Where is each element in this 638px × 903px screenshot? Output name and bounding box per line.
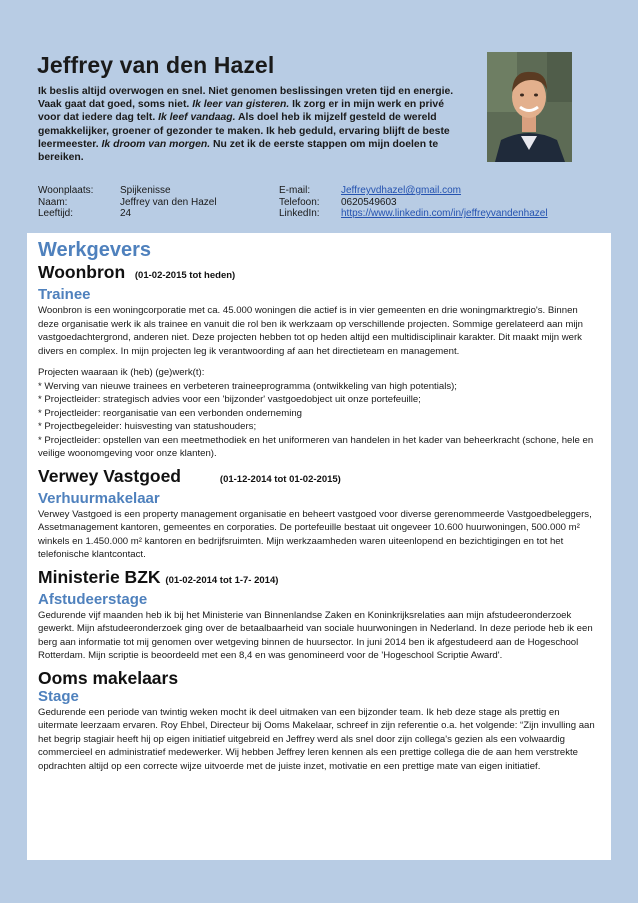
list-item: * Projectleider: strategisch advies voor een 'bijzonder' vastgoedobject uit onze portefeuille; — [38, 394, 421, 405]
employer-name-text: Woonbron — [38, 262, 126, 282]
employer-description: Woonbron is een woningcorporatie met ca. 45.000 woningen die actief is in vier gemeenten en drie woningmarktregio's. Binnen deze organisatie werk ik als trainee en vanuit die rol ben ik werkzaam op verschillende projecten. Sommige gerelateerd aan mijn vastgoedachtergrond, anderen niet. Deze projecten hebben tot op heden altijd een multidisciplinair karakter. Dit maakt mijn werk divers en complex. In mijn projecten leg ik verantwoording af aan het directieteam en management. — [38, 305, 583, 357]
employer-name — [38, 567, 600, 591]
info-value: Spijkenisse — [120, 185, 171, 196]
info-label: LinkedIn: — [279, 208, 320, 220]
intro-motto: Ik leef vandaag. — [158, 112, 236, 124]
employer-description: Gedurende een periode van twintig weken mocht ik deel uitmaken van een bijzonder team. Ik heb deze stage als prettig en uitermate leerzaam ervaren. Roy Ehbel, Directeur bij Ooms Makelaar, schreef in zijn referentie o.a. het volgende: “Zijn invulling aan het begrip stagiair heeft hij op eigen initiatief uitgebreid en Jeffrey werd als snel door zijn collega's gezien als een volwaardig commercieel en administratief medewerker. Wij hebben Jeffrey leren kennen als een prettige collega die de aan hem verstrekte opdrachten altijd op een correcte wijze uitvoerde met de juiste inzet, motivatie en een prettige mate van eigen initiatief. — [38, 706, 595, 772]
projects-intro: Projecten waaraan ik (heb) (ge)werk(t): — [38, 367, 205, 378]
info-value: 24 — [120, 208, 132, 220]
info-label: Leeftijd: — [38, 208, 74, 220]
job-role: Afstudeerstage — [38, 590, 148, 608]
intro-segment: Nu zet ik de eerste stappen om mijn doelen te bereiken. — [38, 138, 439, 164]
intro-motto: Ik leer van gisteren. — [192, 99, 290, 111]
employer-woonbron — [38, 262, 600, 461]
header — [0, 0, 638, 232]
info-row — [279, 185, 548, 197]
list-item: * Projectleider: reorganisatie van een verbonden onderneming — [38, 407, 302, 419]
candidate-name: Jeffrey van den Hazel — [37, 52, 275, 78]
info-label: Telefoon: — [279, 196, 320, 208]
employer-verwey — [38, 466, 600, 562]
employer-name-text: Ministerie BZK — [38, 566, 161, 587]
contact-info — [279, 185, 548, 220]
project-list — [38, 380, 600, 461]
personal-info — [38, 185, 217, 220]
employer-description: Verwey Vastgoed is een property management organisatie en beheert vastgoed voor diverse gerenommeerde Vastgoedbeleggers, Assetmanagement kantoren, gemeentes en corporaties. De portefeuille bestaat uit ongeveer 10.600 huurwoningen, 500.000 m² winkels en 1.450.000 m² kantoren en bedrijfsruimten. Mijn werkzaamheden waren uiteenlopend en bezichtigingen en tot het telefonische klantcontact. — [38, 508, 592, 560]
intro-text — [38, 85, 466, 164]
info-row — [38, 208, 217, 220]
list-item: * Werving van nieuwe trainees en verbeteren traineeprogramma (ontwikkeling van high potentials); — [38, 380, 457, 392]
section-title: Werkgevers — [38, 239, 152, 261]
employer-name-text: Verwey Vastgoed — [38, 465, 181, 486]
list-item: * Projectleider: opstellen van een meetmethodiek en het uniformeren van handelen in het kader van beheerkracht (schone, hele en veilige woonomgeving voor onze klanten). — [38, 434, 594, 459]
employer-date: (01-02-2015 tot heden) — [134, 270, 236, 281]
employer-name — [38, 466, 600, 490]
intro-segment: Ik beslis altijd overwogen en snel. Niet genomen beslissingen vreten tijd en energie. Vaak gaat dat goed, soms niet. — [38, 86, 454, 111]
info-value: Jeffrey van den Hazel — [120, 196, 217, 208]
employer-name — [38, 668, 600, 688]
employer-description: Gedurende vijf maanden heb ik bij het Ministerie van Binnenlandse Zaken en Koninkrijksrelaties aan mijn afstudeeronderzoek gewerkt. Mijn afstudeeronderzoek ging over de betaalbaarheid van sociale huurwoningen in Nederland. In deze periode heb ik een berg aan informatie tot mij genomen over wetgeving binnen de huursector. In juni 2014 ben ik afgestudeerd aan de Hogeschool Rotterdam. Mijn scriptie is beoordeeld met een 8,4 en was genomineerd voor de 'Hogeschool Scriptie Award'. — [38, 609, 593, 661]
employers-section — [27, 233, 611, 860]
employer-name — [38, 262, 600, 286]
info-row — [38, 185, 217, 197]
linkedin-link[interactable]: https://www.linkedin.com/in/jeffreyvandenhazel — [341, 208, 548, 220]
info-row — [38, 197, 217, 209]
employer-ooms — [38, 668, 600, 774]
info-row — [279, 197, 548, 209]
email-link[interactable]: Jeffreyvdhazel@gmail.com — [341, 185, 462, 196]
info-row — [279, 208, 548, 220]
intro-segment: Ik zorg er in mijn werk en privé voor dat iedere dag telt. — [38, 99, 444, 124]
info-label: Naam: — [38, 196, 68, 208]
job-role: Verhuurmakelaar — [38, 489, 160, 507]
profile-photo — [487, 52, 572, 162]
employer-name-text: Ooms makelaars — [38, 667, 179, 688]
employer-bzk — [38, 567, 600, 663]
info-label: Woonplaats: — [38, 185, 94, 196]
list-item: * Projectbegeleider: huisvesting van statushouders; — [38, 421, 257, 432]
employer-date: (01-12-2014 tot 01-02-2015) — [219, 473, 341, 485]
employer-date: (01-02-2014 tot 1-7- 2014) — [165, 574, 279, 586]
phone-value: 0620549603 — [341, 196, 397, 208]
intro-motto: Ik droom van morgen. — [101, 138, 211, 150]
job-role: Trainee — [38, 286, 91, 303]
info-label: E-mail: — [279, 185, 311, 196]
job-role: Stage — [38, 687, 79, 705]
intro-segment: Als doel heb ik mijzelf gesteld de wereld gemakkelijker, groener of gezonder te maken. Ik heb geduld, ervaring blijft de beste leermeester. — [38, 112, 450, 150]
